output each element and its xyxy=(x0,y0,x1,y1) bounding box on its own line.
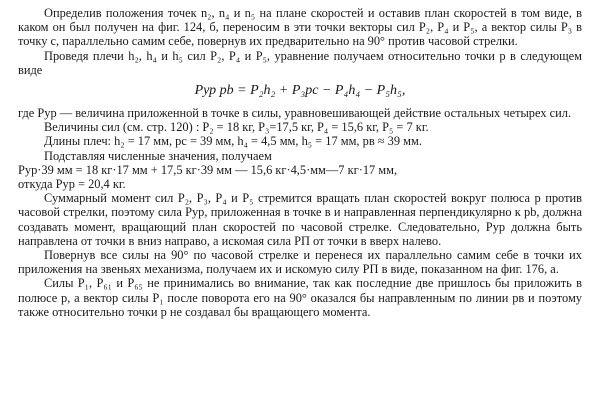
paragraph-arms: Проведя плечи h₂, h₄ и h₅ сил P₂, P₄ и P₅, уравнение получаем относительно точки p в следующем виде xyxy=(18,48,582,77)
result-line: откуда Pур = 20,4 кг. xyxy=(18,177,126,192)
moment-equation: Pур pb = P₂h₂ + P₃pc − P₄h₄ − P₅h₅, xyxy=(194,83,406,99)
paragraph-moment: Суммарный момент сил P₂, P₃, P₄ и P₅ стремится вращать план скоростей вокруг полюса p против часовой стрелки, поэтому сила Pур, приложенная в точке в и направленная перпендикулярно к pb, должна создавать момент, вращающий план скоростей по часовой стрелке. Следовательно, Pур должна быть направлена от точки в вниз направо, а искомая сила PП от точки в вверх налево. xyxy=(18,191,582,248)
paragraph-forces: Силы P₁, P₆₁ и P₆₅ не принимались во внимание, так как последние две пришлось бы приложить в полюсе p, а вектор силы P₁ после поворота его на 90° оказался бы направленным по линии pв и поэтому также относительно точки p не создавал бы вращающего момента. xyxy=(18,276,582,319)
paragraph-velocity-plan: Определив положения точек n₂, n₄ и n₅ на плане скоростей и оставив план скоростей в том виде, в каком он был получен на фиг. 124, б, переносим в эти точки векторы сил P₂, P₄ и P₅, а вектор силы P₃ в точку c, параллельно самим себе, повернув их предварительно на 90° против часовой стрелки. xyxy=(18,6,582,49)
arm-lengths-line: Длины плеч: h₂ = 17 мм, pc = 39 мм, h₄ = 4,5 мм, h₅ = 17 мм, pв ≈ 39 мм. xyxy=(44,134,422,149)
paragraph-where: где Pур — величина приложенной в точке в силы, уравновешивающей действие остальных четырех сил. xyxy=(18,106,572,121)
force-values-line: Величины сил (см. стр. 120) : P₂ = 18 кг, P₃=17,5 кг, P₄ = 15,6 кг, P₅ = 7 кг. xyxy=(44,120,429,135)
calculation-line: Pур·39 мм = 18 кг·17 мм + 17,5 кг·39 мм — 15,6 кг·4,5·мм—7 кг·17 мм, xyxy=(18,162,398,177)
substitute-line: Подставляя численные значения, получаем xyxy=(44,148,272,163)
paragraph-rotate: Повернув все силы на 90° по часовой стрелке и перенеся их параллельно самим себе в точки их приложения на звеньях механизма, получаем их и искомую силу PП в виде, показанном на фиг. 176, а. xyxy=(18,248,582,277)
